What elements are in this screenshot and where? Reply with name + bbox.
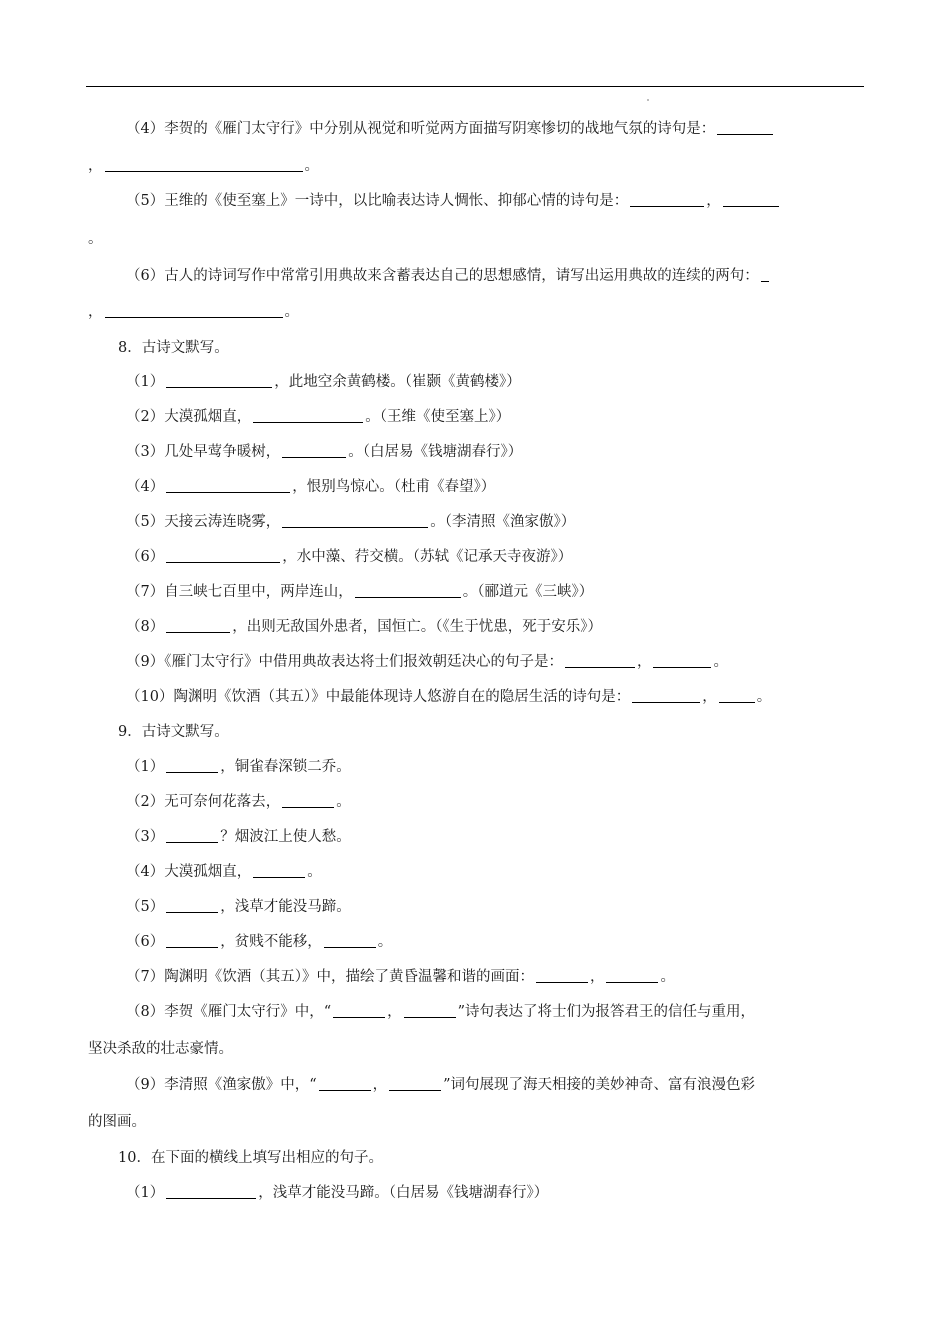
q8-item-6 [88,547,864,567]
text: （2）大漠孤烟直， [126,409,252,425]
text: ，贫贱不能移， [220,934,322,950]
text: （2）无可奈何花落去， [126,794,281,810]
text: 。 [660,969,675,985]
text: （9）《雁门太守行》中借用典故表达将士们报效朝廷决心的句子是： [126,654,563,670]
text: 。（郦道元《三峡》） [462,584,594,600]
blank [105,302,283,318]
text: （7）陶渊明《饮酒（其五）》中，描绘了黄昏温馨和谐的画面： [126,969,534,985]
q7-item-5 [88,191,864,211]
blank [630,191,704,207]
text: ， [88,304,103,320]
blank [333,1002,385,1018]
q9-title: 9．古诗文默写。 [118,724,229,740]
q9-item-8 [88,1002,864,1022]
blank [166,932,218,948]
text: （6）古人的诗词写作中常常引用典故来含蓄表达自己的思想感情，请写出运用典故的连续的两句： [126,268,759,284]
q9-item-7 [88,967,864,987]
text: ，浅草才能没马蹄。（白居易《钱塘湖春行》） [258,1185,549,1201]
q9-item-9 [88,1075,864,1095]
text: （9）李清照《渔家傲》中，“ [126,1077,317,1093]
text: ，此地空余黄鹤楼。（崔颢《黄鹤楼》） [274,374,521,390]
q8-item-4 [88,477,864,497]
text: （5）天接云涛连晓雾， [126,514,281,530]
text: ， [387,1004,402,1020]
blank [166,372,272,388]
text: 。 [377,934,393,950]
q9-item-2 [88,792,864,812]
text: ， [589,969,605,985]
blank [606,967,658,983]
q7-item-6-cont [88,302,864,322]
blank [253,862,305,878]
blank [105,156,303,172]
text: 。 [304,158,319,174]
text: ， [706,193,721,209]
text: （3） [126,829,165,845]
text: 。（王维《使至塞上》） [365,409,511,425]
text: 。 [88,231,103,247]
blank [319,1075,371,1091]
q8-item-1 [88,372,864,392]
text: （1） [126,374,165,390]
text: 。 [284,304,299,320]
text: （1） [126,1185,165,1201]
text: （3）几处早莺争暖树， [126,444,281,460]
text: ，出则无敌国外患者，国恒亡。（《生于忧患，死于安乐》） [232,619,602,635]
text: 。 [713,654,728,670]
q9-item-3 [88,827,864,847]
q8-item-2 [88,407,864,427]
text: ，浅草才能没马蹄。 [220,899,351,915]
q8-item-9 [88,652,864,672]
text: ，恨别鸟惊心。（杜甫《春望》） [292,479,496,495]
q9-item-5 [88,897,864,917]
header-rule [86,86,864,87]
q8-title: 8．古诗文默写。 [118,340,229,356]
text: ”诗句表达了将士们为报答君王的信任与重用， [457,1004,756,1020]
q10-title: 10．在下面的横线上填写出相应的句子。 [118,1150,383,1166]
blank [166,897,218,913]
blank [282,512,428,528]
blank [404,1002,456,1018]
text: 。 [756,689,772,705]
header-dot [647,99,649,101]
text: （7）自三峡七百里中，两岸连山， [126,584,353,600]
text: ， [636,654,652,670]
text: 。 [307,864,322,880]
text: 。（白居易《钱塘湖春行》） [348,444,523,460]
blank [166,757,218,773]
q9-item-8-cont: 坚决杀敌的壮志豪情。 [88,1041,233,1057]
text: （8）李贺《雁门太守行》中，“ [126,1004,332,1020]
q8-item-10 [88,687,864,707]
text: ，水中藻、荇交横。（苏轼《记承天寺夜游》） [282,549,573,565]
blank [653,652,711,668]
blank [166,1183,256,1199]
text: ，铜雀春深锁二乔。 [220,759,351,775]
text: （4）大漠孤烟直， [126,864,252,880]
blank [355,582,461,598]
text: ？烟波江上使人愁。 [220,829,351,845]
blank [389,1075,441,1091]
blank [166,477,290,493]
text: （1） [126,759,165,775]
text: （5）王维的《使至塞上》一诗中，以比喻表达诗人惆怅、抑郁心情的诗句是： [126,193,629,209]
q8-item-8 [88,617,864,637]
blank [282,442,346,458]
q7-item-6 [88,266,864,286]
blank [166,617,230,633]
text: （5） [126,899,165,915]
q9-item-9-cont: 的图画。 [88,1114,146,1130]
text: 。 [336,794,351,810]
q9-item-1 [88,757,864,777]
blank [761,266,769,282]
blank [166,827,218,843]
blank [717,119,773,135]
blank [536,967,588,983]
blank [166,547,280,563]
text: （6） [126,934,165,950]
q8-item-3 [88,442,864,462]
q9-item-6 [88,932,864,952]
text: （4） [126,479,165,495]
blank [324,932,376,948]
blank [719,687,755,703]
blank [253,407,363,423]
q7-item-4-cont [88,156,864,176]
text: ， [372,1077,388,1093]
text: （8） [126,619,165,635]
q8-item-5 [88,512,864,532]
q9-item-4 [88,862,864,882]
text: （4）李贺的《雁门太守行》中分别从视觉和听觉两方面描写阴寒惨切的战地气氛的诗句是： [126,121,716,137]
text: （10）陶渊明《饮酒（其五）》中最能体现诗人悠游自在的隐居生活的诗句是： [126,689,631,705]
blank [723,191,779,207]
q8-item-7 [88,582,864,602]
text: 。（李清照《渔家傲》） [430,514,576,530]
text: （6） [126,549,165,565]
text: ， [88,158,103,174]
q7-item-5-cont [88,229,864,249]
blank [565,652,635,668]
blank [282,792,334,808]
q7-item-4 [88,119,864,139]
text: ”词句展现了海天相接的美妙神奇、富有浪漫色彩 [443,1077,756,1093]
blank [632,687,700,703]
q10-item-1 [88,1183,864,1203]
text: ， [702,689,717,705]
